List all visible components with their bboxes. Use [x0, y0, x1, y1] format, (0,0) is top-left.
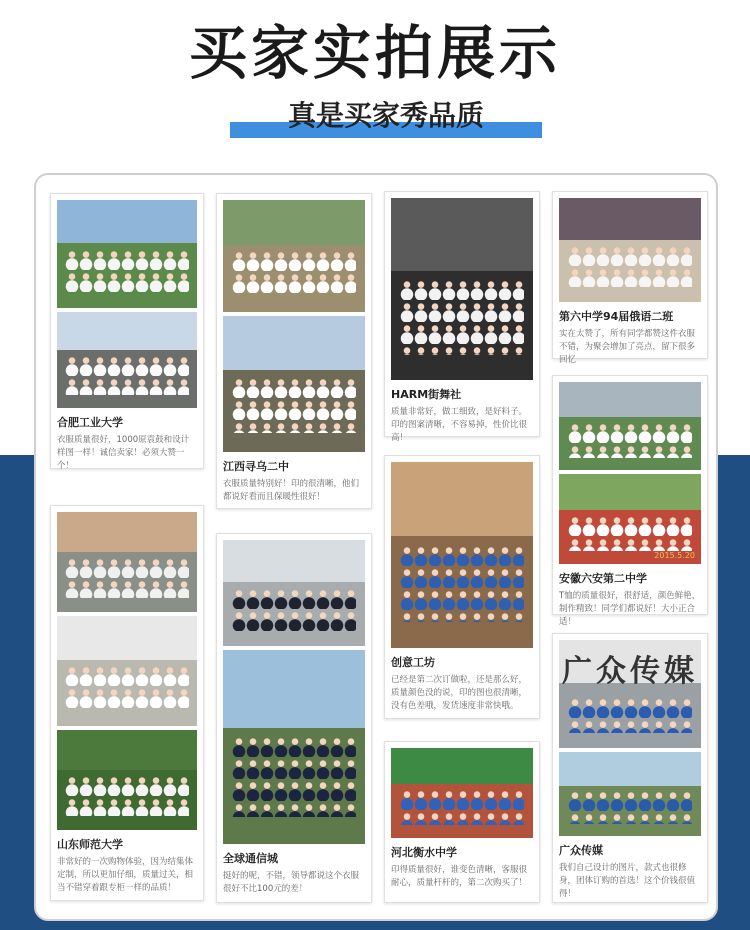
review-photo: [223, 200, 365, 312]
review-text: 质量非常好，做工细致，是好料子。印的图案清晰，不容易掉，性价比很高！: [391, 407, 528, 443]
review-title: 合肥工业大学: [57, 416, 123, 429]
review-title: 江西寻乌二中: [223, 460, 289, 473]
review-photo: [559, 198, 701, 302]
review-card-harm[interactable]: [384, 191, 540, 443]
review-title: 山东师范大学: [57, 838, 123, 851]
review-text: 衣服质量很好，1000原袁鼓和设计样图一样！诚信卖家！必须大赞一个！: [57, 435, 190, 471]
review-text: 我们自己设计的图片，款式也很修身，团体订购的首选！这个价钱很值得！: [559, 863, 696, 899]
review-card-shandong[interactable]: [50, 505, 204, 901]
review-card-anhui[interactable]: [552, 375, 708, 627]
review-photo: [391, 462, 533, 648]
review-card-liuzhong[interactable]: [552, 191, 708, 365]
review-text: 挺好的呢，不错，领导都说这个衣服很好不比100元的差！: [223, 871, 360, 894]
review-photo: [223, 316, 365, 452]
review-card-guangzhong[interactable]: [552, 633, 708, 903]
review-title: 全球通信城: [223, 852, 278, 865]
review-photo: [223, 650, 365, 844]
review-photo: [57, 512, 197, 612]
page-title: 买家实拍展示: [188, 19, 561, 87]
review-text: T恤的质量很好，很舒适，颜色鲜艳，制作精致！同学们都说好！大小正合适！: [559, 591, 701, 627]
review-text: 衣服质量特别好！印的很清晰，他们都说好看而且保暖性很好！: [223, 479, 360, 502]
review-photo: [57, 616, 197, 726]
review-card-quanqiu[interactable]: [216, 533, 372, 903]
review-text: 印得质量很好，谁变色清晰，客服很耐心，质量杆杆的，第二次购买了！: [391, 865, 528, 888]
review-photo: [57, 200, 197, 308]
review-card-hebei[interactable]: [384, 741, 540, 903]
review-title: HARM街舞社: [391, 388, 462, 401]
subtitle-block: [230, 96, 542, 140]
review-title: 安徽六安第二中学: [559, 572, 647, 585]
review-photo: [559, 382, 701, 470]
showcase-board: [34, 173, 718, 921]
review-text: 已经是第二次订做啦，还是那么好，质量颜色没的说，印的图也很清晰，没有色差哦，发货速度非常快哦。: [391, 675, 528, 711]
review-photo: [223, 540, 365, 646]
review-photo: [57, 312, 197, 408]
review-card-hefei[interactable]: [50, 193, 204, 469]
review-photo: [559, 752, 701, 836]
review-photo: [559, 474, 701, 564]
review-photo: [57, 730, 197, 830]
page-subtitle: 真是买家秀品质: [287, 99, 484, 132]
review-photo: [559, 640, 701, 748]
review-card-jiangxi[interactable]: [216, 193, 372, 509]
review-photo: [391, 748, 533, 838]
review-text: 非常好的一次购物体验，因为结集体定制，所以更加仔细，质量过关，相当不错穿着跟专柜一样的品质！: [57, 857, 194, 893]
review-title: 广众传媒: [559, 844, 603, 857]
review-title: 河北衡水中学: [391, 846, 457, 859]
review-title: 创意工坊: [391, 656, 435, 669]
review-card-chuangyi[interactable]: [384, 455, 540, 719]
photo-date-stamp: 2015.5.20: [654, 551, 695, 560]
review-photo: [391, 198, 533, 380]
review-text: 实在太赞了，所有同学都赞这件衣服不错，为聚会增加了亮点，留下很多回忆: [559, 329, 696, 365]
review-title: 第六中学94届俄语二班: [559, 310, 674, 323]
company-logo-text: 广众传媒: [562, 654, 698, 689]
